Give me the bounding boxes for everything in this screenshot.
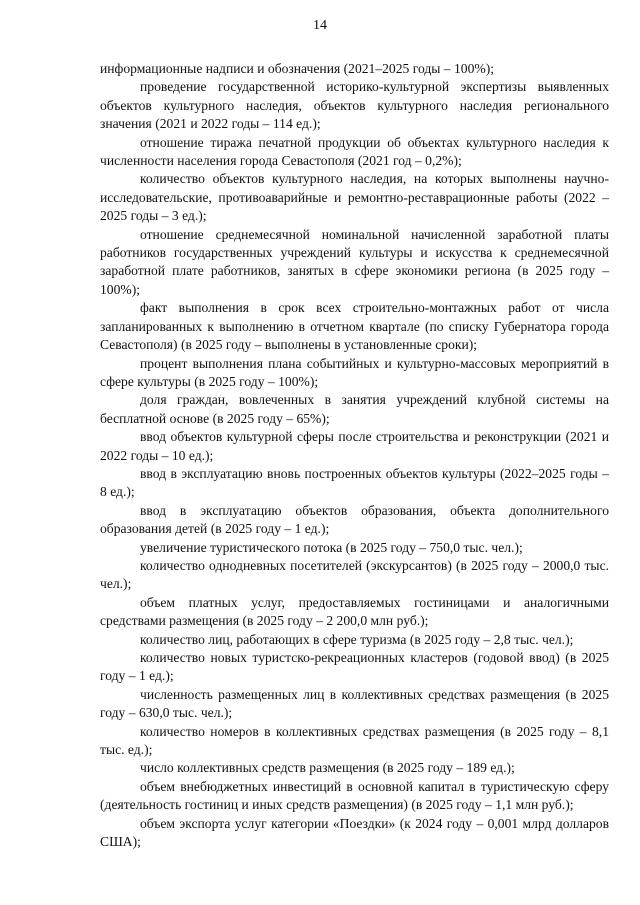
paragraph: процент выполнения плана событийных и культурно-массовых мероприятий в сфере культуры (в 2025 году – 100%); — [100, 355, 609, 389]
paragraph: ввод в эксплуатацию объектов образования, объекта дополнительного образования детей (в 2025 году – 1 ед.); — [100, 502, 609, 537]
paragraph: доля граждан, вовлеченных в занятия учреждений клубной системы на бесплатной основе (в 2025 году – 65%); — [100, 392, 609, 426]
paragraph: число коллективных средств размещения (в 2025 году – 189 ед.); — [140, 760, 515, 776]
paragraph: факт выполнения в срок всех строительно-монтажных работ от числа запланированных к выполнению в отчетном квартале (по списку Губернатора города Севастополя) (в 2025 году – выполнены в установленные сроки); — [100, 300, 609, 353]
paragraph: количество однодневных посетителей (экскурсантов) (в 2025 году – 2000,0 тыс. чел.); — [100, 557, 609, 592]
paragraph: отношение тиража печатной продукции об объектах культурного наследия к численности населения города Севастополя (2021 год – 0,2%); — [100, 134, 609, 169]
paragraph: ввод в эксплуатацию вновь построенных объектов культуры (2022–2025 годы – 8 ед.); — [100, 465, 609, 500]
paragraph: количество объектов культурного наследия, на которых выполнены научно-исследовательские, противоаварийные и ремонтно-реставрационные работы (2022 – 2025 годы – 3 ед.); — [100, 171, 609, 224]
paragraph: численность размещенных лиц в коллективных средствах размещения (в 2025 году – 630,0 тыс. чел.); — [100, 686, 609, 721]
paragraph: количество номеров в коллективных средствах размещения (в 2025 году – 8,1 тыс. ед.); — [100, 723, 609, 758]
paragraph: ввод объектов культурной сферы после строительства и реконструкции (2021 и 2022 годы – 10 ед.); — [100, 429, 609, 463]
page-number: 14 — [313, 18, 327, 33]
paragraph: объем экспорта услуг категории «Поездки» (к 2024 году – 0,001 млрд долларов США); — [100, 815, 609, 850]
paragraph: увеличение туристического потока (в 2025 году – 750,0 тыс. чел.); — [140, 539, 523, 555]
paragraph: объем платных услуг, предоставляемых гостиницами и аналогичными средствами размещения (в 2025 году – 2 200,0 млн руб.); — [100, 594, 609, 629]
paragraph: количество новых туристско-рекреационных кластеров (годовой ввод) (в 2025 году – 1 ед.); — [100, 650, 609, 684]
document-body — [100, 60, 609, 851]
paragraph: количество лиц, работающих в сфере туризма (в 2025 году – 2,8 тыс. чел.); — [140, 631, 574, 647]
paragraph: информационные надписи и обозначения (2021–2025 годы – 100%); — [100, 61, 495, 76]
paragraph: проведение государственной историко-культурной экспертизы выявленных объектов культурного наследия, объектов культурного наследия регионального значения (2021 и 2022 годы – 114 ед.); — [100, 79, 609, 132]
paragraph: объем внебюджетных инвестиций в основной капитал в туристическую сферу (деятельность гостиниц и иных средств размещения) (в 2025 году – 1,1 млн руб.); — [100, 778, 609, 813]
paragraph: отношение среднемесячной номинальной начисленной заработной платы работников государственных учреждений культуры и искусства к среднемесячной заработной плате работников, занятых в сфере экономики региона (в 2025 году – 100%); — [100, 226, 609, 297]
